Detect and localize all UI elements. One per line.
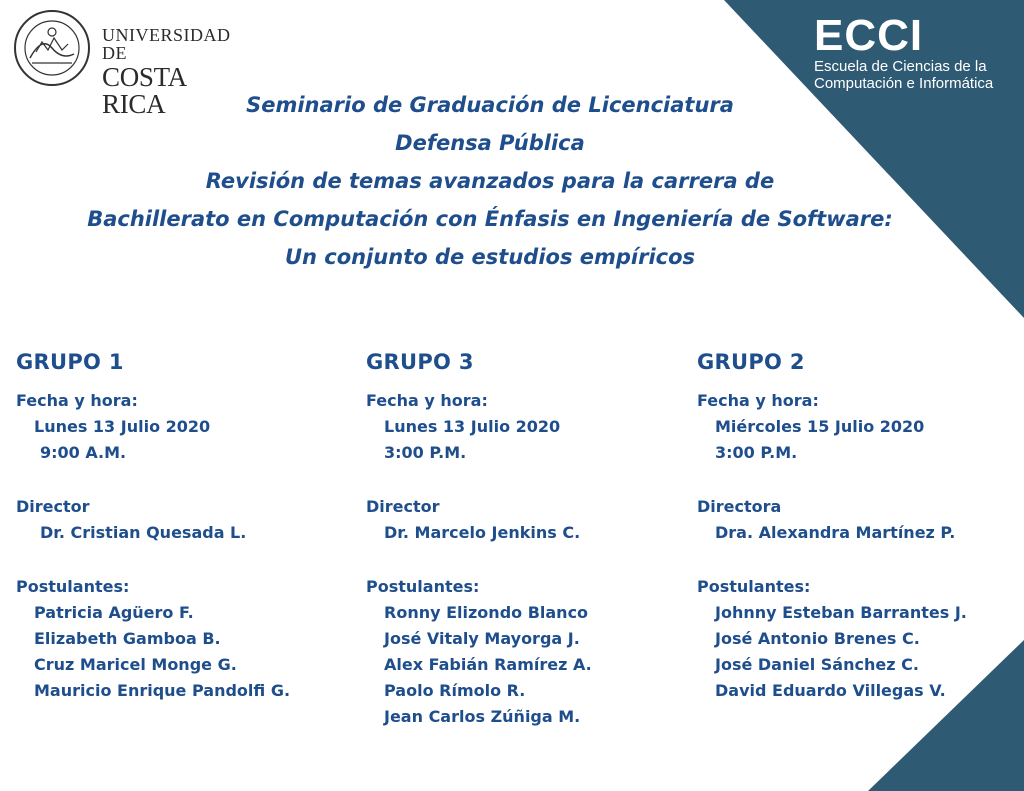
ecci-acronym: ECCI bbox=[814, 11, 924, 60]
director-name: Dra. Alexandra Martínez P. bbox=[715, 523, 956, 542]
time-value: 3:00 P.M. bbox=[715, 443, 798, 462]
postulante-item: Ronny Elizondo Blanco bbox=[384, 603, 589, 622]
title-line-4: Bachillerato en Computación con Énfasis en Ingeniería de Software: bbox=[87, 207, 893, 231]
time-value: 9:00 A.M. bbox=[40, 443, 127, 462]
postulante-item: David Eduardo Villegas V. bbox=[715, 681, 946, 700]
postulante-item: Paolo Rímolo R. bbox=[384, 681, 526, 700]
group-title: GRUPO 2 bbox=[697, 350, 805, 374]
ecci-name-line1: Escuela de Ciencias de la bbox=[814, 58, 987, 75]
postulante-item: Mauricio Enrique Pandolfi G. bbox=[34, 681, 291, 700]
director-label: Directora bbox=[697, 497, 782, 516]
postulante-item: José Daniel Sánchez C. bbox=[715, 655, 919, 674]
group-column-3 bbox=[366, 348, 592, 730]
ecci-logo bbox=[814, 11, 994, 92]
director-label: Director bbox=[366, 497, 440, 516]
title-line-1: Seminario de Graduación de Licenciatura bbox=[246, 93, 734, 117]
group-title: GRUPO 3 bbox=[366, 350, 474, 374]
university-seal-icon bbox=[12, 8, 92, 88]
date-value: Lunes 13 Julio 2020 bbox=[384, 417, 561, 436]
group-title: GRUPO 1 bbox=[16, 350, 124, 374]
university-logo bbox=[12, 8, 252, 119]
title-line-5: Un conjunto de estudios empíricos bbox=[284, 245, 696, 269]
postulante-item: Johnny Esteban Barrantes J. bbox=[715, 603, 967, 622]
postulante-item: José Antonio Brenes C. bbox=[715, 629, 920, 648]
director-label: Director bbox=[16, 497, 90, 516]
postulante-item: Cruz Maricel Monge G. bbox=[34, 655, 237, 674]
director-name: Dr. Cristian Quesada L. bbox=[40, 523, 247, 542]
title-line-3: Revisión de temas avanzados para la carrera de bbox=[205, 169, 775, 193]
postulantes-label: Postulantes: bbox=[697, 577, 811, 596]
title-line-2: Defensa Pública bbox=[395, 131, 585, 155]
ecci-name-line2: Computación e Informática bbox=[814, 75, 994, 92]
postulante-item: Jean Carlos Zúñiga M. bbox=[384, 707, 581, 726]
postulantes-label: Postulantes: bbox=[16, 577, 130, 596]
university-name-line2: COSTA RICA bbox=[102, 62, 186, 119]
postulantes-label: Postulantes: bbox=[366, 577, 480, 596]
director-name: Dr. Marcelo Jenkins C. bbox=[384, 523, 581, 542]
postulante-item: Elizabeth Gamboa B. bbox=[34, 629, 221, 648]
date-value: Lunes 13 Julio 2020 bbox=[34, 417, 211, 436]
date-label: Fecha y hora: bbox=[366, 391, 488, 410]
postulante-item: Patricia Agüero F. bbox=[34, 603, 194, 622]
group-column-2 bbox=[697, 348, 967, 704]
postulante-item: José Vitaly Mayorga J. bbox=[384, 629, 580, 648]
university-name-line1: UNIVERSIDAD DE bbox=[102, 25, 231, 63]
group-column-1 bbox=[16, 348, 290, 704]
date-label: Fecha y hora: bbox=[697, 391, 819, 410]
postulante-item: Alex Fabián Ramírez A. bbox=[384, 655, 592, 674]
date-value: Miércoles 15 Julio 2020 bbox=[715, 417, 925, 436]
document-title bbox=[0, 86, 980, 276]
date-label: Fecha y hora: bbox=[16, 391, 138, 410]
time-value: 3:00 P.M. bbox=[384, 443, 467, 462]
